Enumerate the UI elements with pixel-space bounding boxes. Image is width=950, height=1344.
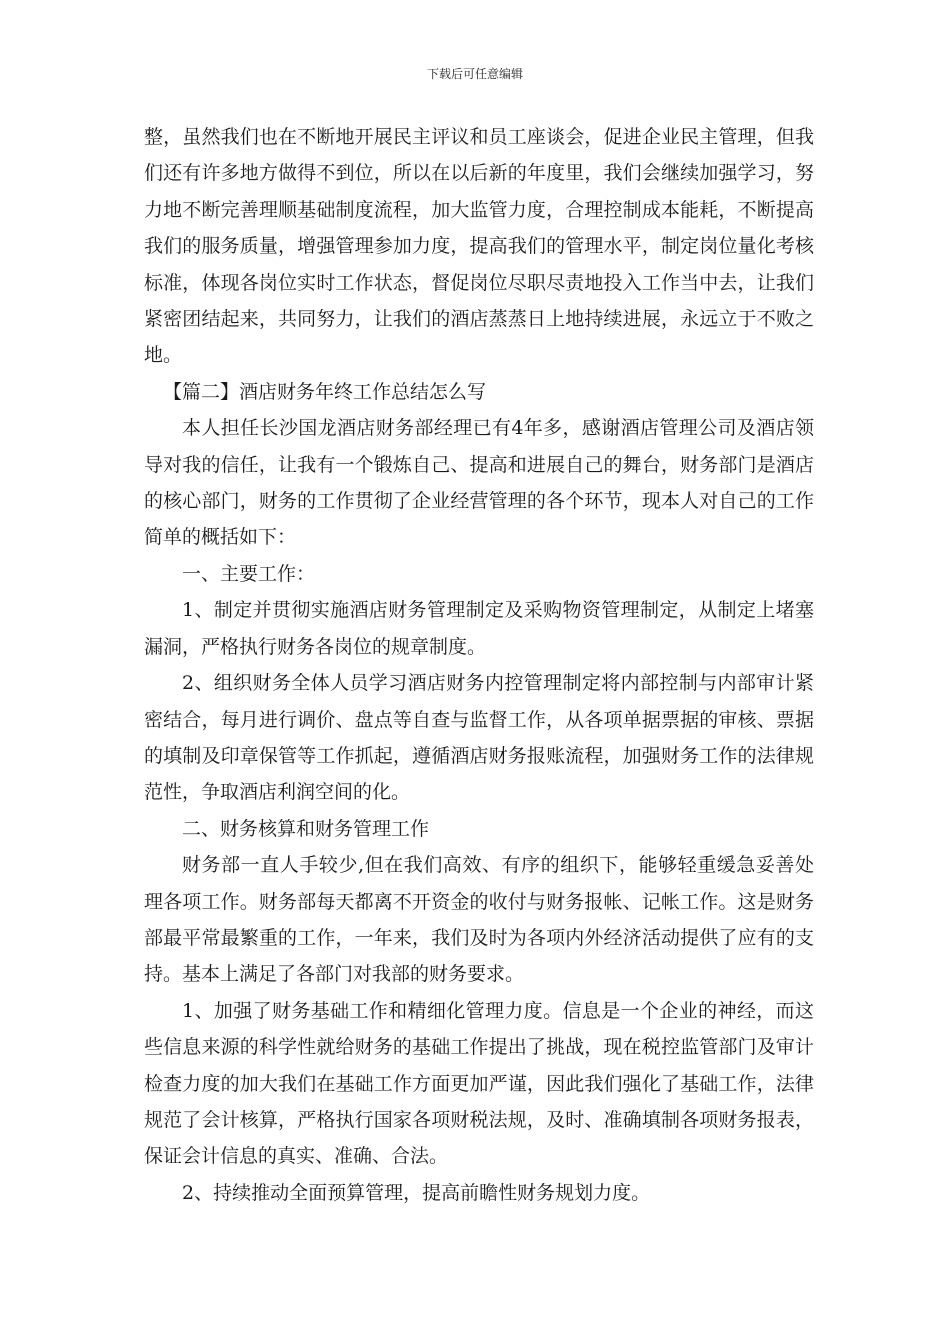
paragraph: 财务部一直人手较少,但在我们高效、有序的组织下，能够轻重缓急妥善处理各项工作。财务部每天都离不开资金的收付与财务报帐、记帐工作。这是财务部最平常最繁重的工作，一年来，我们及时为各项内外经济活动提供了应有的支持。基本上满足了各部门对我部的财务要求。 xyxy=(144,854,814,986)
document-body xyxy=(144,119,814,1211)
paragraph: 1、加强了财务基础工作和精细化管理力度。信息是一个企业的神经，而这些信息来源的科学性就给财务的基础工作提出了挑战，现在税控监管部门及审计检查力度的加大我们在基础工作方面更加严谨，因此我们强化了基础工作，法律规范了会计核算，严格执行国家各项财税法规，及时、准确填制各项财务报表，保证会计信息的真实、准确、合法。 xyxy=(144,999,814,1168)
subheading: 二、财务核算和财务管理工作 xyxy=(182,817,430,840)
paragraph: 整，虽然我们也在不断地开展民主评议和员工座谈会，促进企业民主管理，但我们还有许多地方做得不到位，所以在以后新的年度里，我们会继续加强学习，努力地不断完善理顺基础制度流程，加大监管力度，合理控制成本能耗，不断提高我们的服务质量，增强管理参加力度，提高我们的管理水平，制定岗位量化考核标准，体现各岗位实时工作状态，督促岗位尽职尽责地投入工作当中去，让我们紧密团结起来，共同努力，让我们的酒店蒸蒸日上地持续进展，永远立于不败之地。 xyxy=(144,126,814,367)
section-heading: 【篇二】酒店财务年终工作总结怎么写 xyxy=(163,380,487,403)
page-header: 下载后可任意编辑 xyxy=(426,67,523,81)
paragraph: 2、组织财务全体人员学习酒店财务内控管理制定将内部控制与内部审计紧密结合，每月进行调价、盘点等自查与监督工作，从各项单据票据的审核、票据的填制及印章保管等工作抓起，遵循酒店财务报账流程，加强财务工作的法律规范性，争取酒店利润空间的化。 xyxy=(144,672,814,804)
paragraph: 1、制定并贯彻实施酒店财务管理制定及采购物资管理制定，从制定上堵塞漏洞，严格执行财务各岗位的规章制度。 xyxy=(144,599,814,658)
paragraph: 2、持续推动全面预算管理，提高前瞻性财务规划力度。 xyxy=(182,1181,651,1204)
paragraph: 本人担任长沙国龙酒店财务部经理已有4年多，感谢酒店管理公司及酒店领导对我的信任，让我有一个锻炼自己、提高和进展自己的舞台，财务部门是酒店的核心部门，财务的工作贯彻了企业经营管理的各个环节，现本人对自己的工作简单的概括如下： xyxy=(144,417,814,549)
subheading: 一、主要工作： xyxy=(182,562,316,585)
